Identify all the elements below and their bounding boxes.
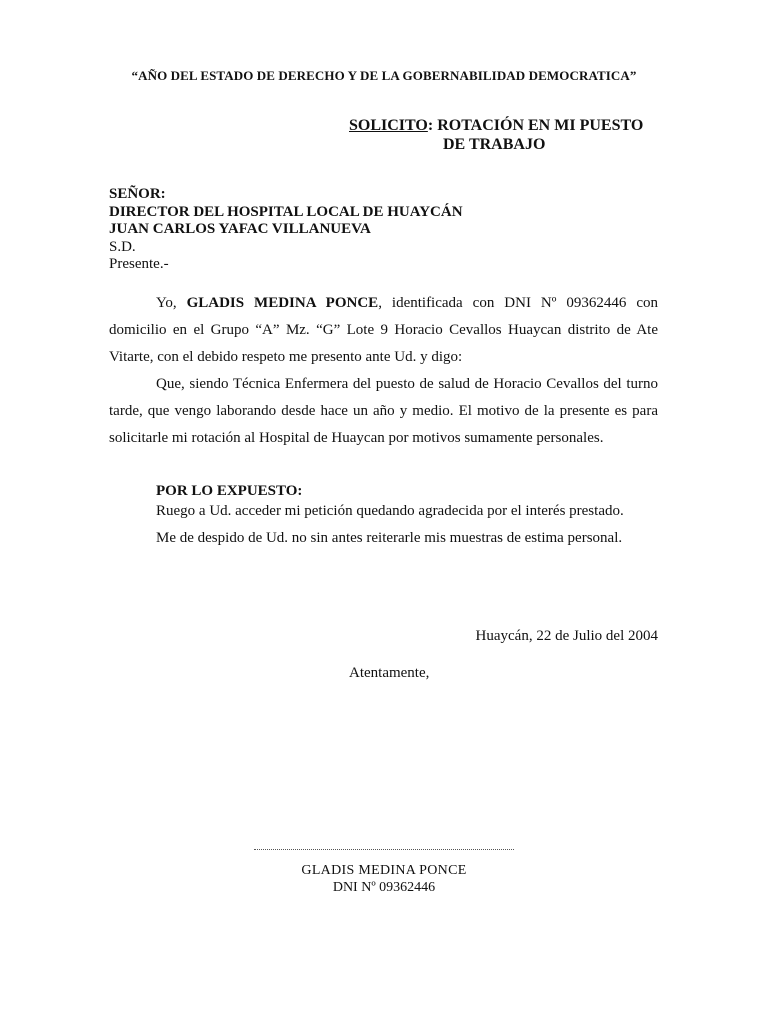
subject-line-2: DE TRABAJO [443,136,546,153]
body-paragraphs [109,290,658,452]
closing-word: Atentamente, [349,665,430,681]
sd-line: S.D. [109,238,136,255]
signature-name: GLADIS MEDINA PONCE [301,863,467,878]
paragraph-reason: Que, siendo Técnica Enfermera del puesto de salud de Horacio Cevallos del turno tarde, que vengo laborando desde hace un año y medio. El motivo de la presente es para solicitarle mi rotación al Hospital de Huaycan por motivos sumamente personales. [109,376,658,446]
addressee-position: DIRECTOR DEL HOSPITAL LOCAL DE HUAYCÁN [109,203,463,220]
paragraph-farewell: Me de despido de Ud. no sin antes reiterarle mis muestras de estima personal. [156,530,623,546]
addressee-block [109,186,463,274]
subject-label: SOLICITO [349,117,428,134]
presente-line: Presente.- [109,256,169,272]
year-heading: “AÑO DEL ESTADO DE DERECHO Y DE LA GOBERNABILIDAD DEMOCRATICA” [131,68,637,83]
paragraph-request: Ruego a Ud. acceder mi petición quedando agradecida por el interés prestado. [156,503,624,519]
subject-block [349,116,643,154]
intro-text: Yo, [156,295,187,311]
date-line: Huaycán, 22 de Julio del 2004 [475,628,658,644]
intro-rest: , identificada con DNI Nº 09362446 con domicilio en el Grupo “A” Mz. “G” Lote 9 Horacio Cevallos Huaycan distrito de Ate Vitarte, con el debido respeto me presento ante Ud. y digo: [109,295,658,365]
por-lo-expuesto-heading: POR LO EXPUESTO: [156,483,303,499]
body-paragraphs-closing [109,498,658,552]
salutation: SEÑOR: [109,186,166,202]
addressee-name: JUAN CARLOS YAFAC VILLANUEVA [109,221,371,237]
signature-dni: DNI Nº 09362446 [332,880,436,895]
paragraph-intro [109,290,658,371]
subject-line-1: ROTACIÓN EN MI PUESTO [433,117,644,134]
signature-line [254,849,514,851]
subject-separator: : [427,117,434,134]
applicant-name: GLADIS MEDINA PONCE [186,295,379,311]
